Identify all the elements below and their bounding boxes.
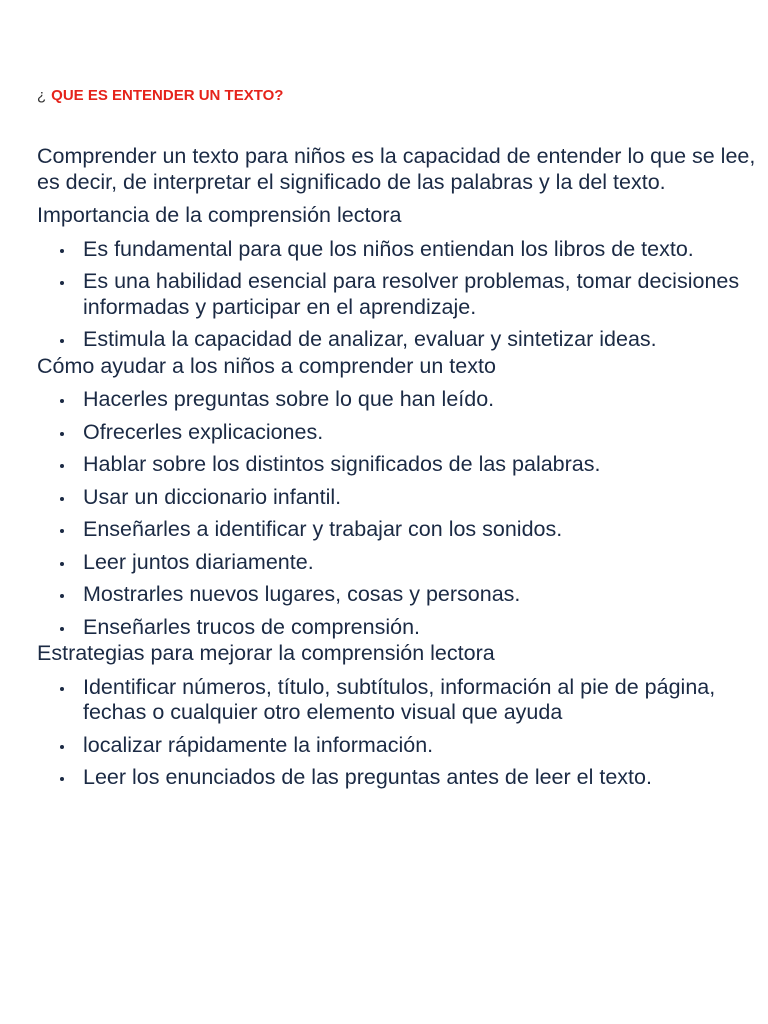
list-item: Leer los enunciados de las preguntas antes de leer el texto. — [83, 765, 767, 791]
section-heading: Estrategias para mejorar la comprensión lectora — [37, 641, 495, 665]
list-item: Enseñarles a identificar y trabajar con los sonidos. — [83, 517, 767, 543]
intro-paragraph: Comprender un texto para niños es la capacidad de entender lo que se lee, es decir, de interpretar el significado de las palabras y la del texto. — [37, 144, 756, 194]
list-item: Hablar sobre los distintos significados de las palabras. — [83, 452, 767, 478]
section-como-ayudar — [37, 354, 767, 641]
section-importancia — [37, 203, 767, 353]
list-item: Usar un diccionario infantil. — [83, 485, 767, 511]
section-heading: Importancia de la comprensión lectora — [37, 203, 402, 227]
section-heading: Cómo ayudar a los niños a comprender un texto — [37, 353, 496, 378]
list-item: Estimula la capacidad de analizar, evaluar y sintetizar ideas. — [83, 327, 767, 353]
bullet-list — [37, 675, 767, 791]
title-text: QUE ES ENTENDER UN TEXTO? — [51, 87, 284, 104]
bullet-list — [37, 237, 767, 353]
list-item: Leer juntos diariamente. — [83, 550, 767, 576]
document-title — [37, 86, 283, 106]
list-item: Mostrarles nuevos lugares, cosas y personas. — [83, 582, 767, 608]
list-item: localizar rápidamente la información. — [83, 733, 767, 759]
list-item: Hacerles preguntas sobre lo que han leído. — [83, 387, 767, 413]
document-body — [37, 144, 767, 798]
list-item: Enseñarles trucos de comprensión. — [83, 615, 767, 641]
list-item: Identificar números, título, subtítulos, información al pie de página, fechas o cualquier otro elemento visual que ayuda — [83, 675, 767, 726]
list-item: Es una habilidad esencial para resolver problemas, tomar decisiones informadas y participar en el aprendizaje. — [83, 269, 767, 320]
section-estrategias — [37, 641, 767, 791]
bullet-list — [37, 387, 767, 640]
list-item: Es fundamental para que los niños entiendan los libros de texto. — [83, 237, 767, 263]
title-question-mark: ¿ — [37, 87, 47, 104]
list-item: Ofrecerles explicaciones. — [83, 420, 767, 446]
